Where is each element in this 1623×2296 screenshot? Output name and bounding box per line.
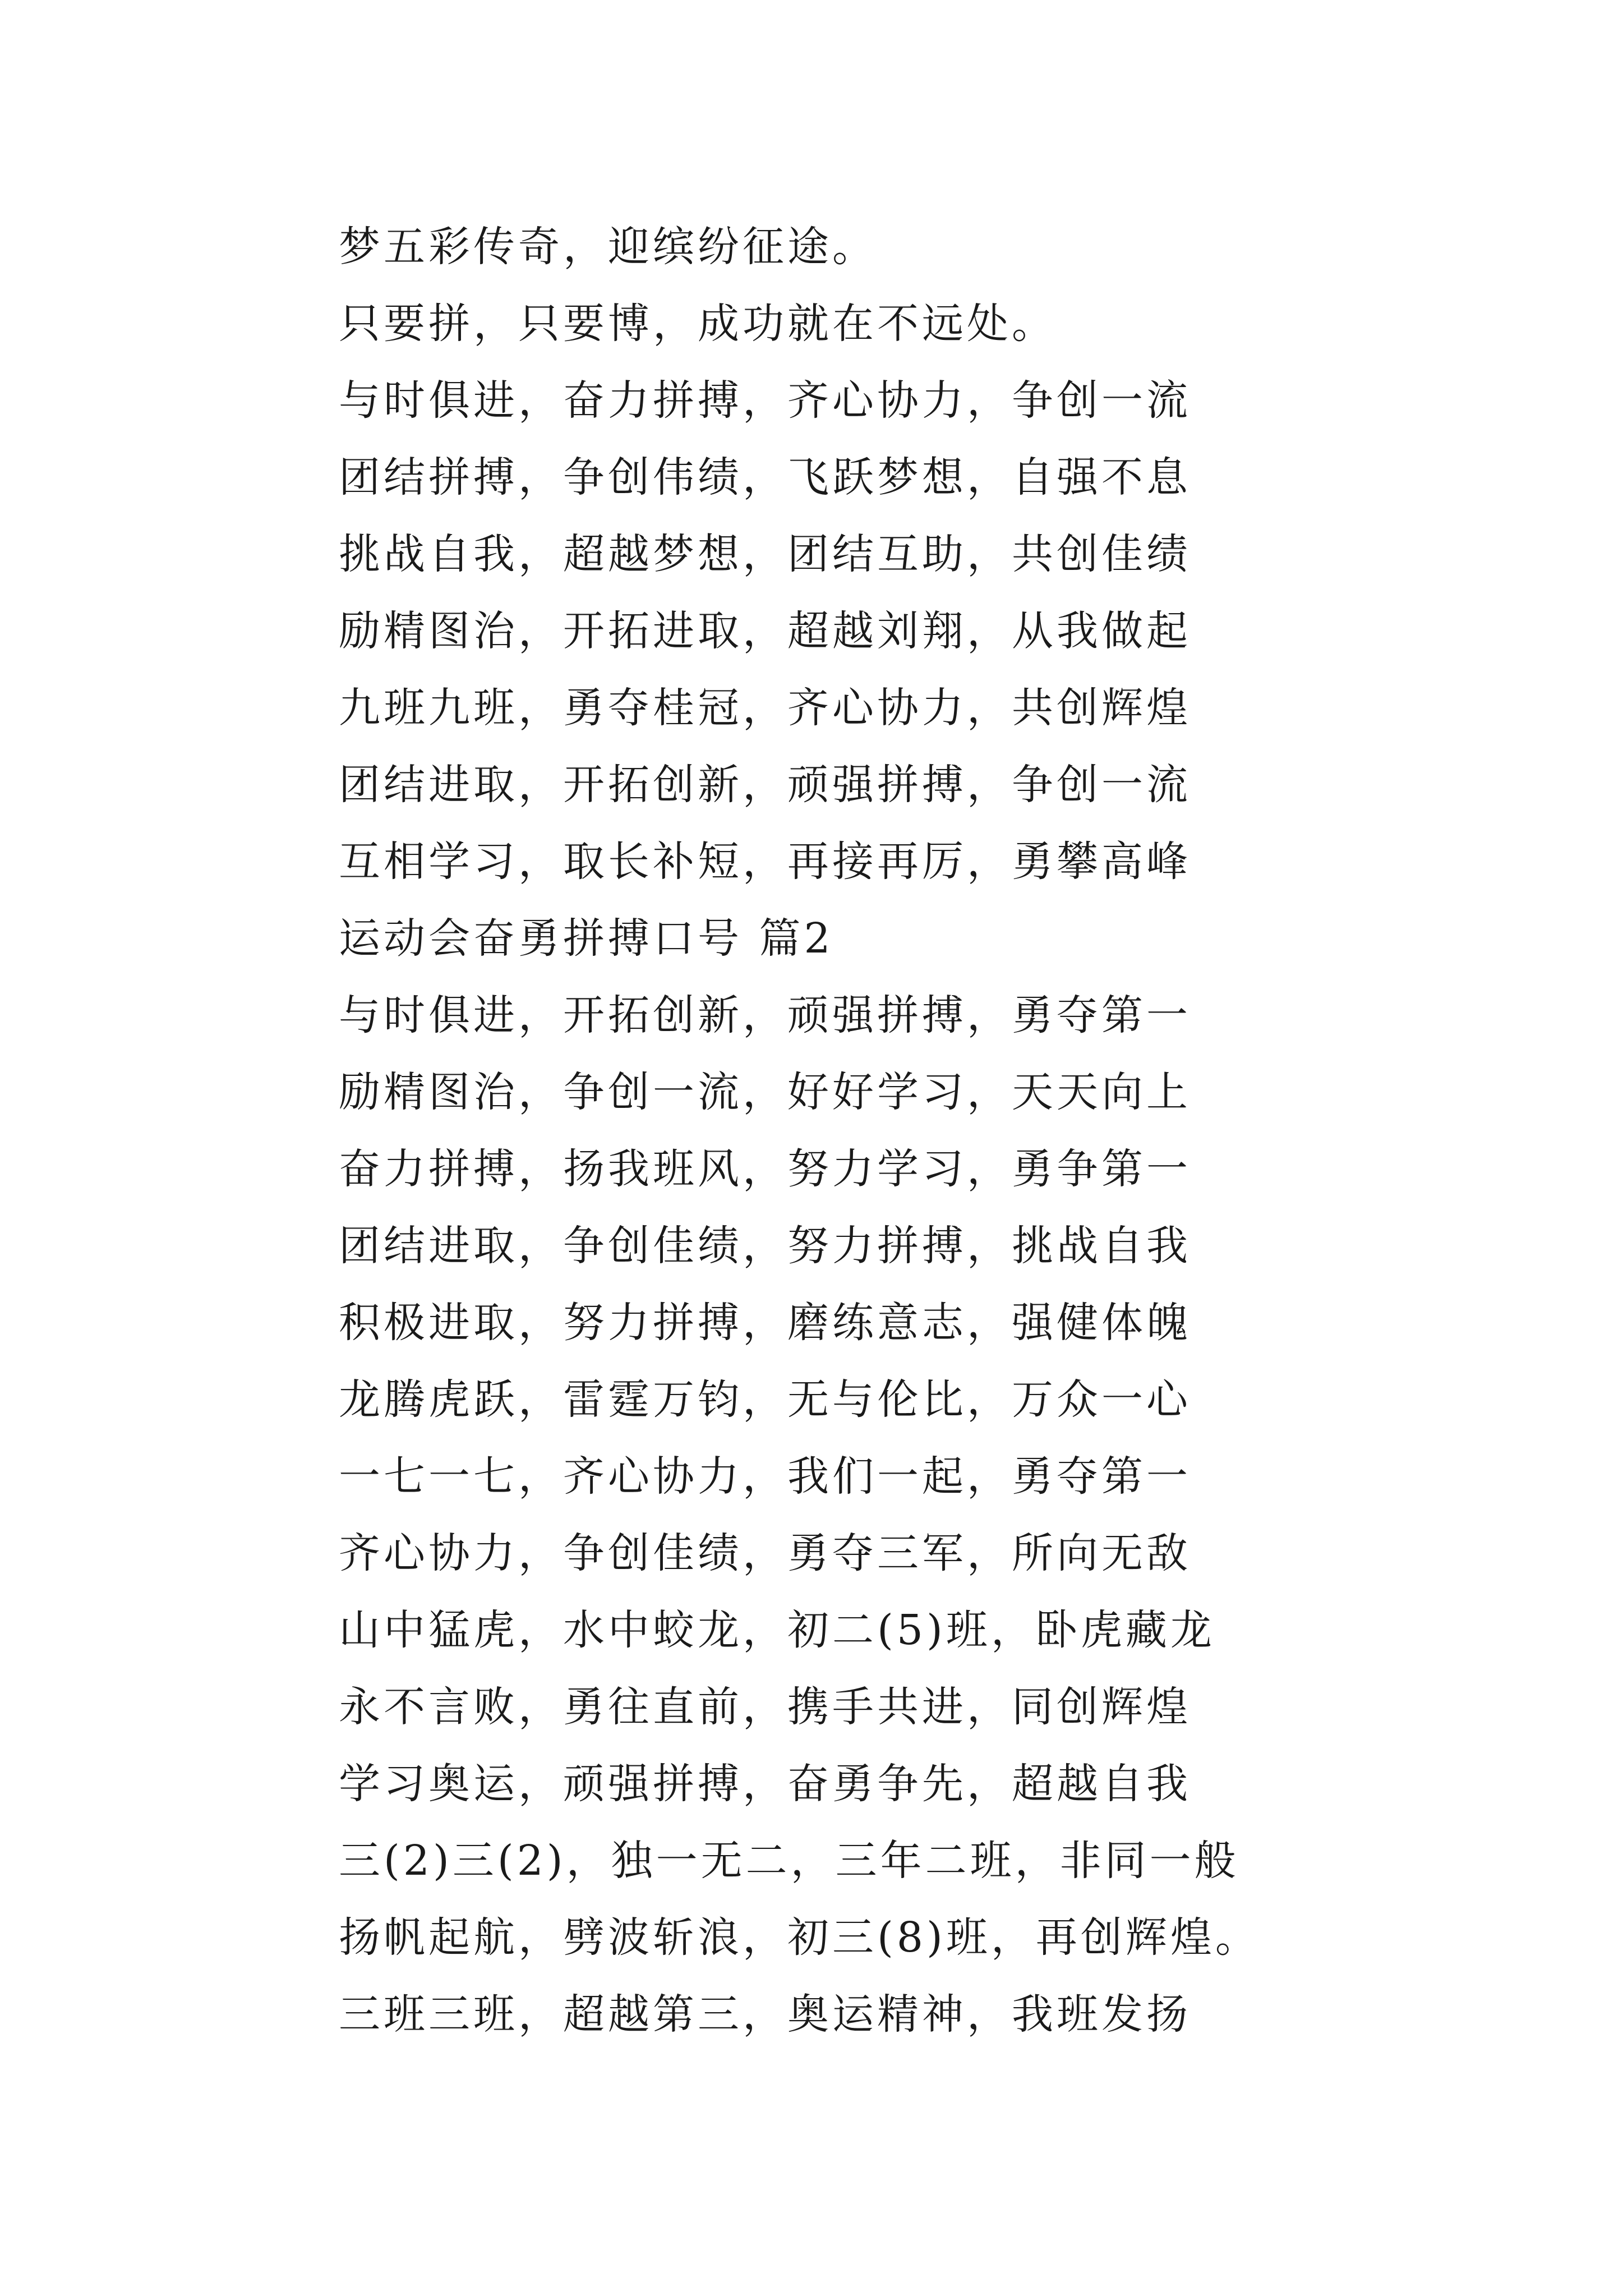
- document-body: [339, 209, 1573, 2053]
- text-line: 三(2)三(2)，独一无二，三年二班，非同一般: [339, 1837, 1239, 1885]
- text-line: 一七一七，齐心协力，我们一起，勇夺第一: [339, 1452, 1191, 1501]
- text-line: 与时俱进，奋力拼搏，齐心协力，争创一流: [339, 376, 1191, 425]
- text-line: 只要拼，只要博，成功就在不远处。: [339, 300, 1057, 348]
- text-line: 积极进取，努力拼搏，磨练意志，强健体魄: [339, 1299, 1191, 1347]
- text-line: 山中猛虎，水中蛟龙，初二(5)班，卧虎藏龙: [339, 1606, 1215, 1654]
- text-line: 互相学习，取长补短，再接再厉，勇攀高峰: [339, 838, 1191, 886]
- text-line: 三班三班，超越第三，奥运精神，我班发扬: [339, 1990, 1191, 2039]
- text-line: 团结拼搏，争创伟绩，飞跃梦想，自强不息: [339, 453, 1191, 501]
- text-line: 扬帆起航，劈波斩浪，初三(8)班，再创辉煌。: [339, 1913, 1260, 1962]
- text-line: 团结进取，开拓创新，顽强拼搏，争创一流: [339, 761, 1191, 809]
- text-line: 团结进取，争创佳绩，努力拼搏，挑战自我: [339, 1222, 1191, 1270]
- section-heading: 运动会奋勇拼搏口号 篇2: [339, 914, 834, 963]
- text-line: 九班九班，勇夺桂冠，齐心协力，共创辉煌: [339, 684, 1191, 732]
- text-line: 与时俱进，开拓创新，顽强拼搏，勇夺第一: [339, 991, 1191, 1039]
- text-line: 励精图治，争创一流，好好学习，天天向上: [339, 1068, 1191, 1116]
- text-line: 永不言败，勇往直前，携手共进，同创辉煌: [339, 1683, 1191, 1731]
- text-line: 奋力拼搏，扬我班风，努力学习，勇争第一: [339, 1145, 1191, 1193]
- text-line: 龙腾虎跃，雷霆万钧，无与伦比，万众一心: [339, 1375, 1191, 1424]
- text-line: 学习奥运，顽强拼搏，奋勇争先，超越自我: [339, 1760, 1191, 1808]
- text-line: 励精图治，开拓进取，超越刘翔，从我做起: [339, 607, 1191, 655]
- text-line: 齐心协力，争创佳绩，勇夺三军，所向无敌: [339, 1529, 1191, 1577]
- text-line: 梦五彩传奇，迎缤纷征途。: [339, 223, 877, 271]
- text-line: 挑战自我，超越梦想，团结互助，共创佳绩: [339, 530, 1191, 578]
